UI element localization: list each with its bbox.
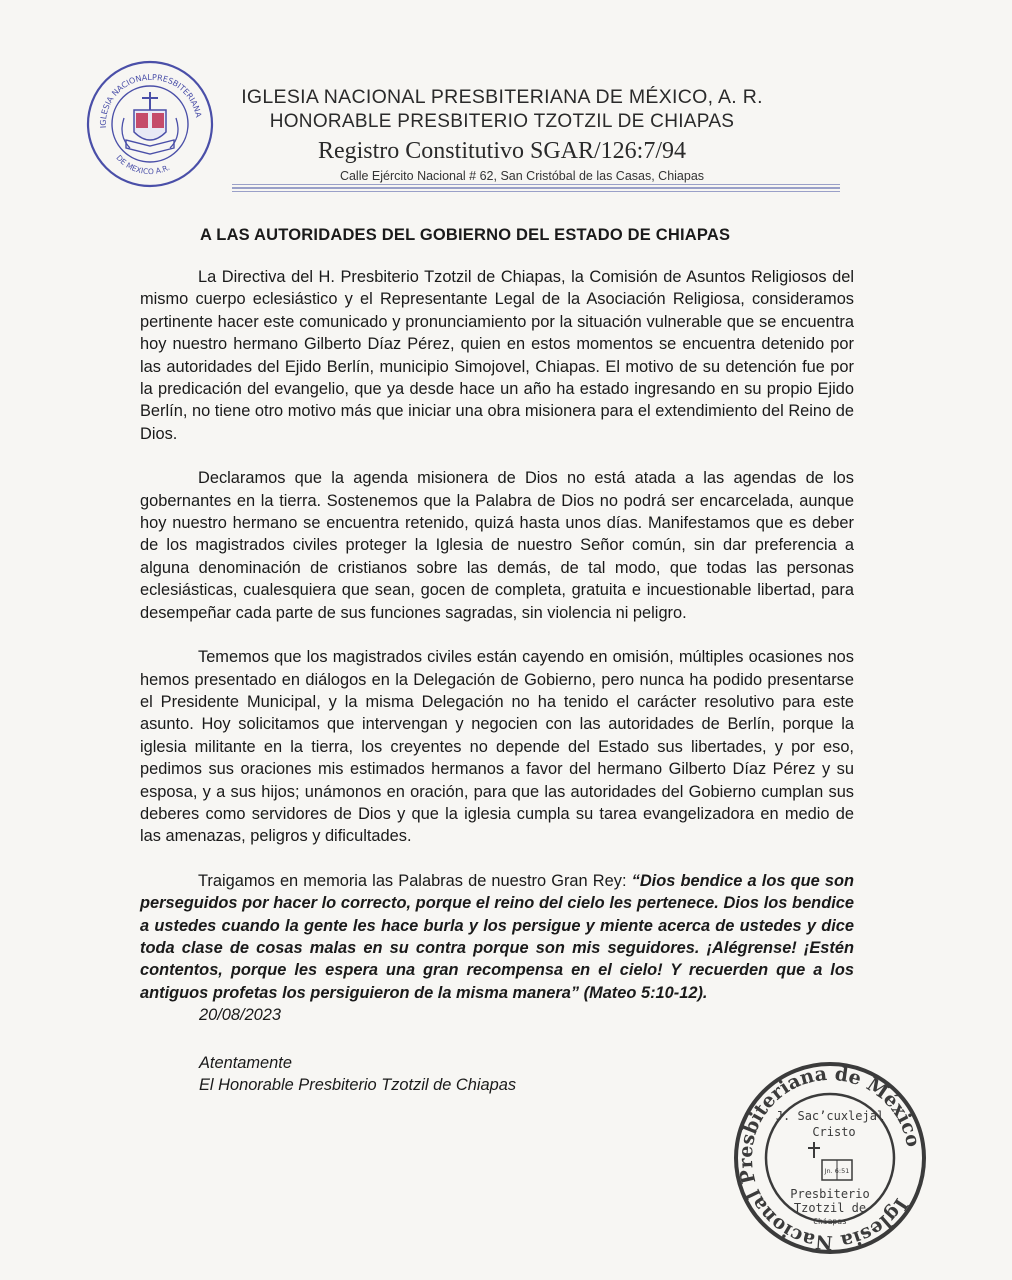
paragraph-3: Tememos que los magistrados civiles están cayendo en omisión, múltiples ocasiones nos hemos presentado en diálogos en la Delegación de Gobierno, pero nunca ha podido presentarse el Presidente Municipal, y la misma Delegación no ha tenido el carácter resolutivo para este asunto. Hoy solicitamos que intervengan y negocien con las autoridades de Berlín, porque la iglesia militante en la tierra, los creyentes no depende del Estado sus libertades, y por eso, pedimos sus oraciones mis estimados hermanos a favor del hermano Gilberto Díaz Pérez y su esposa, y a sus hijos; unámonos en oración, para que las autoridades del Gobierno cumplan sus deberes como servidores de Dios y que la iglesia cumpla su tarea evangelizadora en medio de las amenazas, peligros y dificultades.: [140, 648, 854, 846]
church-logo: [84, 58, 216, 190]
presbytery-name: HONORABLE PRESBITERIO TZOTZIL DE CHIAPAS: [269, 111, 735, 132]
scripture-quote: “Dios bendice a los que son perseguidos por hacer lo correcto, porque el reino del cielo les pertenece. Dios los bendice a ustedes cuando la gente les hace burla y los persigue y miente acerca de ustedes y dice toda clase de cosas malas en su contra porque son mis seguidores. ¡Alégrense! ¡Estén contentos, porque les espera una gran recompensa en el cielo! Y recuerden que a los antiguos profetas los persiguieron de la misma manera” (Mateo 5:10-12).: [140, 871, 854, 1002]
svg-text:Iglesia Nacional Presbiteriana: [730, 1058, 930, 1258]
presbytery-stamp: [730, 1058, 930, 1258]
stamp-book-label: Jn. 6:51: [824, 1167, 850, 1175]
signatory: El Honorable Presbiterio Tzotzil de Chiapas: [199, 1076, 517, 1095]
letter-body: [140, 266, 854, 1096]
letterhead: [222, 84, 782, 185]
svg-text:DE MEXICO A.R.: [114, 153, 171, 176]
stamp-line-1: Presbiterio: [790, 1187, 870, 1201]
logo-ring-top: IGLESIA NACIONAL: [98, 72, 152, 129]
header-rule: [232, 184, 840, 194]
letter-date: 20/08/2023: [199, 1006, 282, 1025]
paragraph-4: [140, 870, 854, 1004]
paragraph-1: La Directiva del H. Presbiterio Tzotzil de Chiapas, la Comisión de Asuntos Religiosos del mismo cuerpo eclesiástico y el Representante Legal de la Asociación Religiosa, consideramos pertinente hacer este comunicado y pronunciamiento por la situación vulnerable que se encuentra hoy nuestro hermano Gilberto Díaz Pérez, quien en estos momentos se encuentra detenido por las autoridades del Ejido Berlín, municipio Simojovel, Chiapas. El motivo de su detención fue por la predicación del evangelio, que ya desde hace un año ha estado ingresando en su propio Ejido Berlín, no tiene otro motivo más que iniciar una obra misionera para el extendimiento del Reino de Dios.: [140, 268, 854, 443]
church-name: IGLESIA NACIONAL PRESBITERIANA DE MÉXICO, A. R.: [241, 86, 763, 108]
address: Calle Ejército Nacional # 62, San Cristóbal de las Casas, Chiapas: [339, 169, 705, 183]
stamp-ring-text: Iglesia Nacional Presbiteriana de México: [734, 1062, 925, 1254]
paragraph-2: Declaramos que la agenda misionera de Dios no está atada a las agendas de los gobernantes en la tierra. Sostenemos que la Palabra de Dios no podrá ser encarcelada, aunque hoy nuestro hermano se encuentra retenido, quizá hasta unos días. Manifestamos que es deber de los magistrados civiles proteger la Iglesia de nuestro Señor común, sin dar preferencia a alguna denominación de cristianos sobre las demás, de tal modo, que todas las personas eclesiásticas, cualesquiera que sean, gocen de completa, gratuita e incuestionable libertad, para desempeñar cada parte de sus funciones sagradas, sin violencia ni peligro.: [140, 469, 854, 622]
stamp-inner-mid: Cristo: [812, 1125, 856, 1139]
quote-intro: Traigamos en memoria las Palabras de nuestro Gran Rey:: [198, 871, 632, 890]
stamp-line-2: Tzotzil de: [793, 1201, 867, 1215]
logo-ring-bottom: DE MEXICO A.R.: [114, 153, 172, 177]
stamp-inner-top: J. Sac’cuxlejal: [775, 1109, 885, 1123]
logo-ring-right: PRESBITERIANA: [151, 72, 203, 119]
closing: Atentamente: [199, 1054, 292, 1073]
stamp-line-3: Chiapas: [813, 1217, 847, 1226]
registration-number: Registro Constitutivo SGAR/126:7/94: [317, 138, 687, 164]
letter-title: A LAS AUTORIDADES DEL GOBIERNO DEL ESTADO DE CHIAPAS: [200, 226, 731, 244]
